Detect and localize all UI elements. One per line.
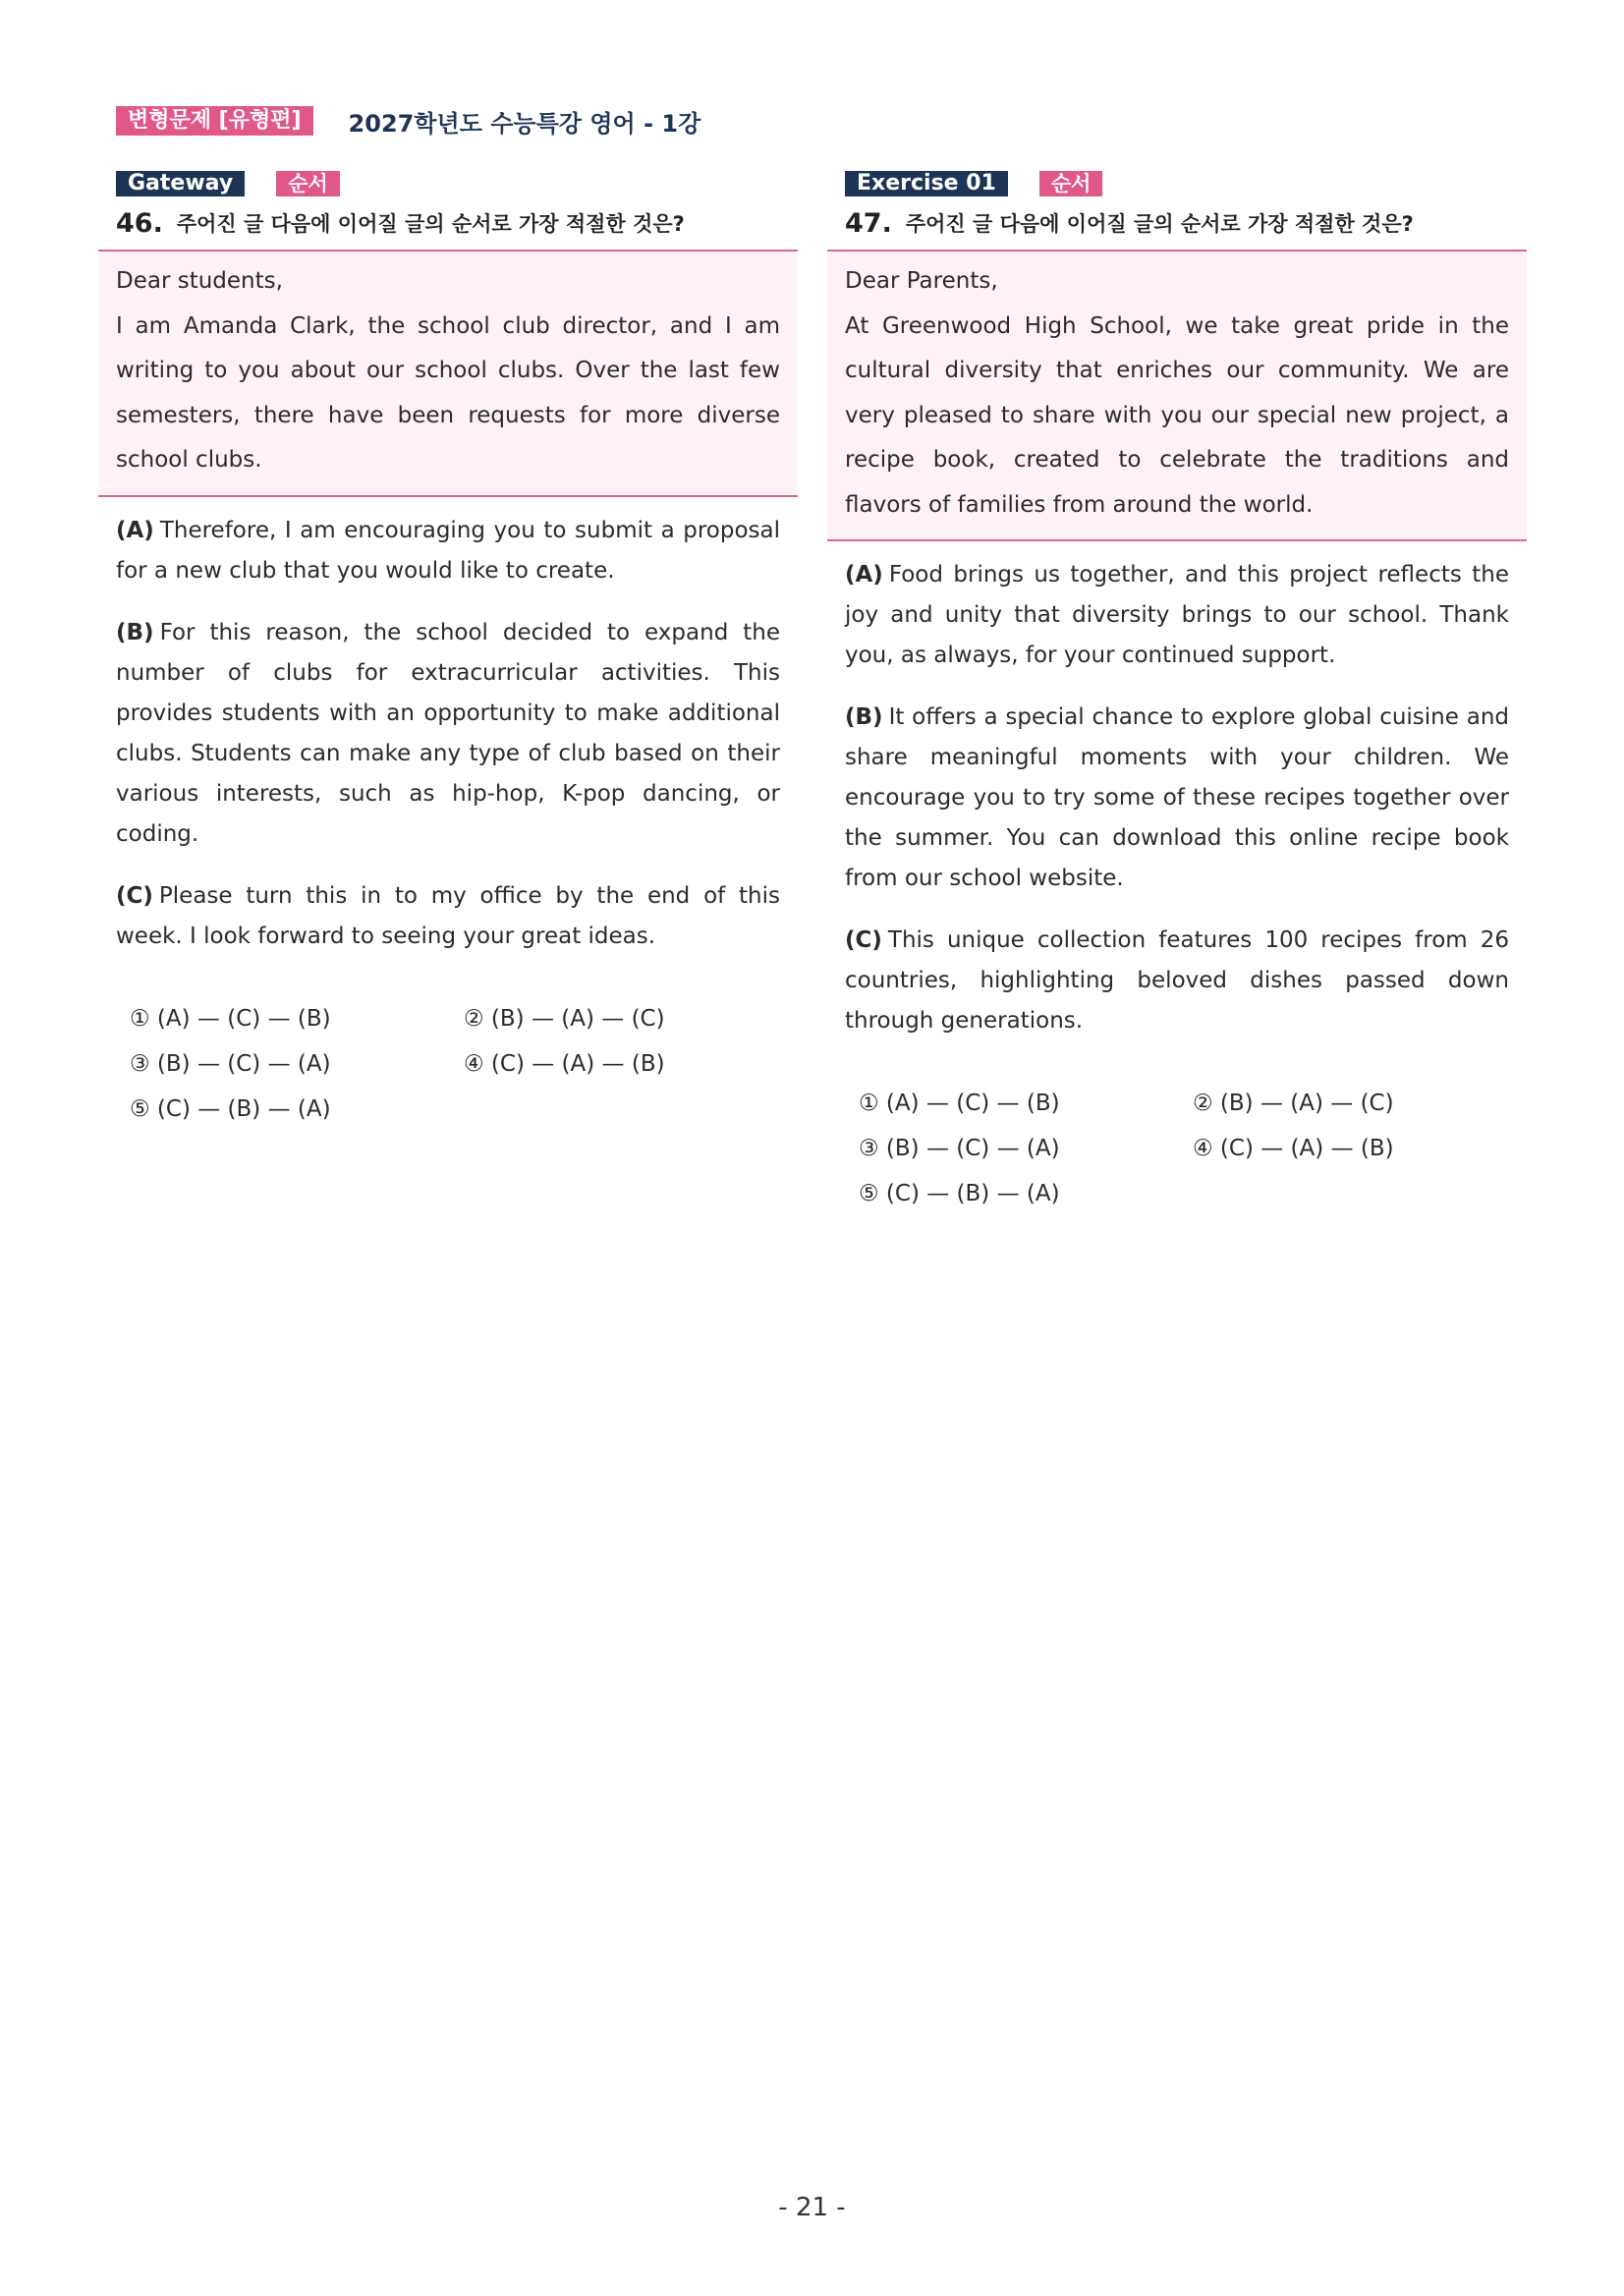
- given-passage: [98, 250, 798, 497]
- page-number: - 21 -: [778, 2193, 846, 2222]
- header-title: 2027학년도 수능특강 영어 - 1강: [348, 109, 701, 138]
- question-prompt: [845, 204, 1527, 242]
- paragraph-c: [827, 921, 1527, 1041]
- paragraph-c: [98, 876, 798, 957]
- paragraph-text: It offers a special chance to explore global cuisine and share meaningful moments with your children. We encourage you to try some of these recipes together over the summer. You can download this online recipe book from our school website.: [845, 704, 1509, 891]
- paragraph-text: Therefore, I am encouraging you to submit a proposal for a new club that you would like to create.: [116, 517, 780, 584]
- choice-2[interactable]: ② (B) — (A) — (C): [464, 1005, 665, 1032]
- paragraph-a: [827, 555, 1527, 676]
- question-47-column: [827, 171, 1527, 1216]
- question-tags: [845, 171, 1527, 196]
- paragraph-text: For this reason, the school decided to expand the number of clubs for extracurricular activities. This provides students with an opportunity to make additional clubs. Students can make any type of club based on their various interests, such as hip-hop, K-pop dancing, or coding.: [116, 619, 780, 847]
- page-header: [116, 104, 700, 138]
- paragraph-label: (C): [116, 882, 153, 909]
- paragraph-label: (A): [116, 517, 154, 543]
- paragraph-label: (C): [845, 927, 882, 953]
- choice-1[interactable]: ① (A) — (C) — (B): [859, 1091, 1060, 1116]
- choice-4[interactable]: ④ (C) — (A) — (B): [1193, 1136, 1394, 1161]
- type-tag: 순서: [1039, 171, 1103, 196]
- choice-2[interactable]: ② (B) — (A) — (C): [1193, 1091, 1394, 1116]
- given-body: I am Amanda Clark, the school club director, and I am writing to you about our school clubs. Over the last few semesters, there have been requests for more diverse school clubs.: [116, 312, 780, 473]
- paragraph-text: Please turn this in to my office by the end of this week. I look forward to seeing your great ideas.: [116, 882, 780, 949]
- choice-1[interactable]: ① (A) — (C) — (B): [130, 1005, 331, 1032]
- paragraph-label: (B): [116, 619, 154, 645]
- question-text: 주어진 글 다음에 이어질 글의 순서로 가장 적절한 것은?: [176, 212, 685, 236]
- question-text: 주어진 글 다음에 이어질 글의 순서로 가장 적절한 것은?: [905, 212, 1414, 236]
- question-prompt: [116, 204, 798, 242]
- question-number: 46.: [116, 207, 163, 239]
- choice-5[interactable]: ⑤ (C) — (B) — (A): [130, 1095, 331, 1122]
- given-body: At Greenwood High School, we take great pride in the cultural diversity that enriches our community. We are very pleased to share with you our special new project, a recipe book, created to celebrate the traditions and flavors of families from around the world.: [845, 312, 1509, 518]
- given-salutation: Dear students,: [116, 268, 283, 294]
- question-tags: [116, 171, 798, 196]
- paragraph-a: [98, 511, 798, 591]
- paragraph-b: [827, 698, 1527, 899]
- choice-3[interactable]: ③ (B) — (C) — (A): [130, 1050, 331, 1077]
- answer-choices: [98, 996, 798, 1132]
- answer-choices: [827, 1081, 1527, 1216]
- choice-5[interactable]: ⑤ (C) — (B) — (A): [859, 1181, 1060, 1206]
- type-tag: 순서: [276, 171, 340, 196]
- paragraph-label: (A): [845, 562, 883, 588]
- header-tag: 변형문제 [유형편]: [116, 106, 313, 136]
- gateway-tag: Gateway: [116, 171, 245, 196]
- choice-4[interactable]: ④ (C) — (A) — (B): [464, 1050, 665, 1077]
- paragraph-label: (B): [845, 704, 883, 730]
- exercise-tag: Exercise 01: [845, 171, 1008, 196]
- given-passage: [827, 250, 1527, 541]
- paragraph-text: This unique collection features 100 recipes from 26 countries, highlighting beloved dishes passed down through generations.: [845, 927, 1509, 1034]
- question-46-column: [98, 171, 798, 1132]
- paragraph-b: [98, 613, 798, 855]
- question-number: 47.: [845, 207, 892, 239]
- given-salutation: Dear Parents,: [845, 268, 998, 294]
- choice-3[interactable]: ③ (B) — (C) — (A): [859, 1136, 1060, 1161]
- paragraph-text: Food brings us together, and this project reflects the joy and unity that diversity brings to our school. Thank you, as always, for your continued support.: [845, 562, 1509, 668]
